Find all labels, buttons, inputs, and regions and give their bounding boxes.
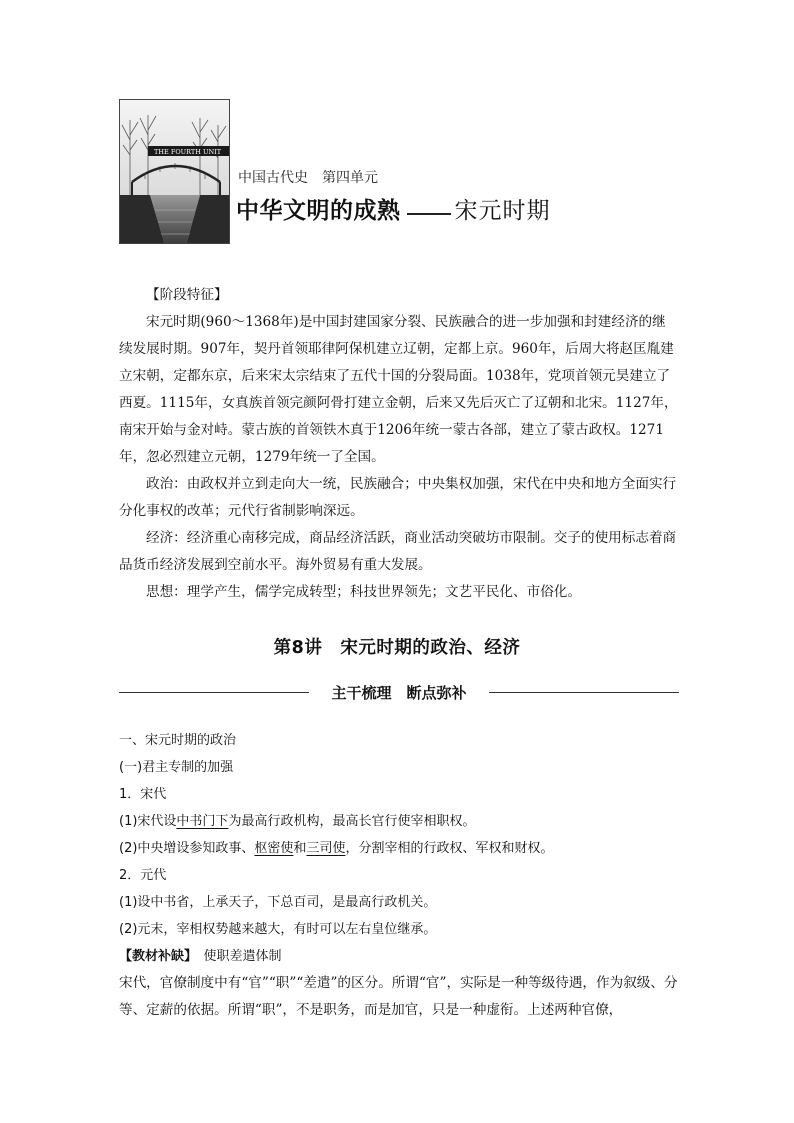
blank-sansishi: 三司使	[306, 841, 346, 856]
banner-text: 主干梳理 断点弥补	[331, 684, 467, 702]
yuan-item-2: (2)元末，宰相权势越来越大，有时可以左右皇位继承。	[119, 922, 437, 937]
heading-yuan: 2．元代	[119, 868, 167, 883]
thought-paragraph: 思想：理学产生，儒学完成转型；科技世界领先；文艺平民化、市俗化。	[146, 584, 581, 600]
title-dash	[407, 213, 451, 215]
unit-title	[236, 192, 551, 225]
song-item-1: (1)宋代设中书门下为最高行政机构，最高长官行使宰相职权。	[119, 814, 476, 829]
politics-paragraph: 政治：由政权并立到走向大一统，民族融合；中央集权加强，宋代在中央和地方全面实行分化事权的改革；元代行省制影响深远。	[119, 476, 677, 519]
blank-zhongshumenxia: 中书门下	[176, 814, 229, 829]
lecture-title: 第8讲 宋元时期的政治、经济	[273, 638, 521, 658]
main-body	[119, 727, 679, 1024]
supplement-heading: 【教材补缺】 使职差遣体制	[119, 949, 282, 964]
song-item-2: (2)中央增设参知政事、枢密使和三司使，分割宰相的行政权、军权和财权。	[119, 841, 554, 856]
bridge-canal-illustration	[120, 100, 230, 244]
heading-politics: 一、宋元时期的政治	[119, 733, 237, 748]
heading-song: 1．宋代	[119, 787, 167, 802]
unit-caption: 中国古代史 第四单元	[238, 170, 378, 186]
supplement-text: 宋代，官僚制度中有“官”“职”“差遣”的区分。所谓“官”，实际是一种等级待遇，作为叙级、分等、定薪的依据。所谓“职”，不是职务，而是加官，只是一种虚衔。上述两种官僚，	[119, 975, 678, 1018]
unit-title-main: 中华文明的成熟	[236, 198, 401, 224]
stage-features	[119, 282, 679, 606]
economy-paragraph: 经济：经济重心南移完成，商品经济活跃，商业活动突破坊市限制。交子的使用标志着商品货币经济发展到空前水平。海外贸易有重大发展。	[119, 530, 677, 573]
heading-autocracy: (一)君主专制的加强	[119, 760, 234, 775]
section-banner	[119, 682, 679, 704]
stage-features-label: 【阶段特征】	[146, 287, 228, 303]
intro-paragraph: 宋元时期(960～1368年)是中国封建国家分裂、民族融合的进一步加强和封建经济的继续发展时期。907年，契丹首领耶律阿保机建立辽朝，定都上京。960年，后周大将赵匡胤建立宋朝，定都东京，后来宋太宗结束了五代十国的分裂局面。1038年，党项首领元昊建立了西夏。1115年，女真族首领完颜阿骨打建立金朝，后来又先后灭亡了辽朝和北宋。1127年，南宋开始与金对峙。蒙古族的首领铁木真于1206年统一蒙古各部，建立了蒙古政权。1271年，忽必烈建立元朝，1279年统一了全国。	[119, 314, 678, 465]
yuan-item-1: (1)设中书省，上承天子，下总百司，是最高行政机关。	[119, 895, 437, 910]
unit-title-sub: 宋元时期	[454, 198, 551, 224]
cover-unit-text: THE FOURTH UNIT	[154, 148, 222, 156]
unit-cover-image	[119, 99, 230, 244]
blank-shumishi: 枢密使	[254, 841, 294, 856]
